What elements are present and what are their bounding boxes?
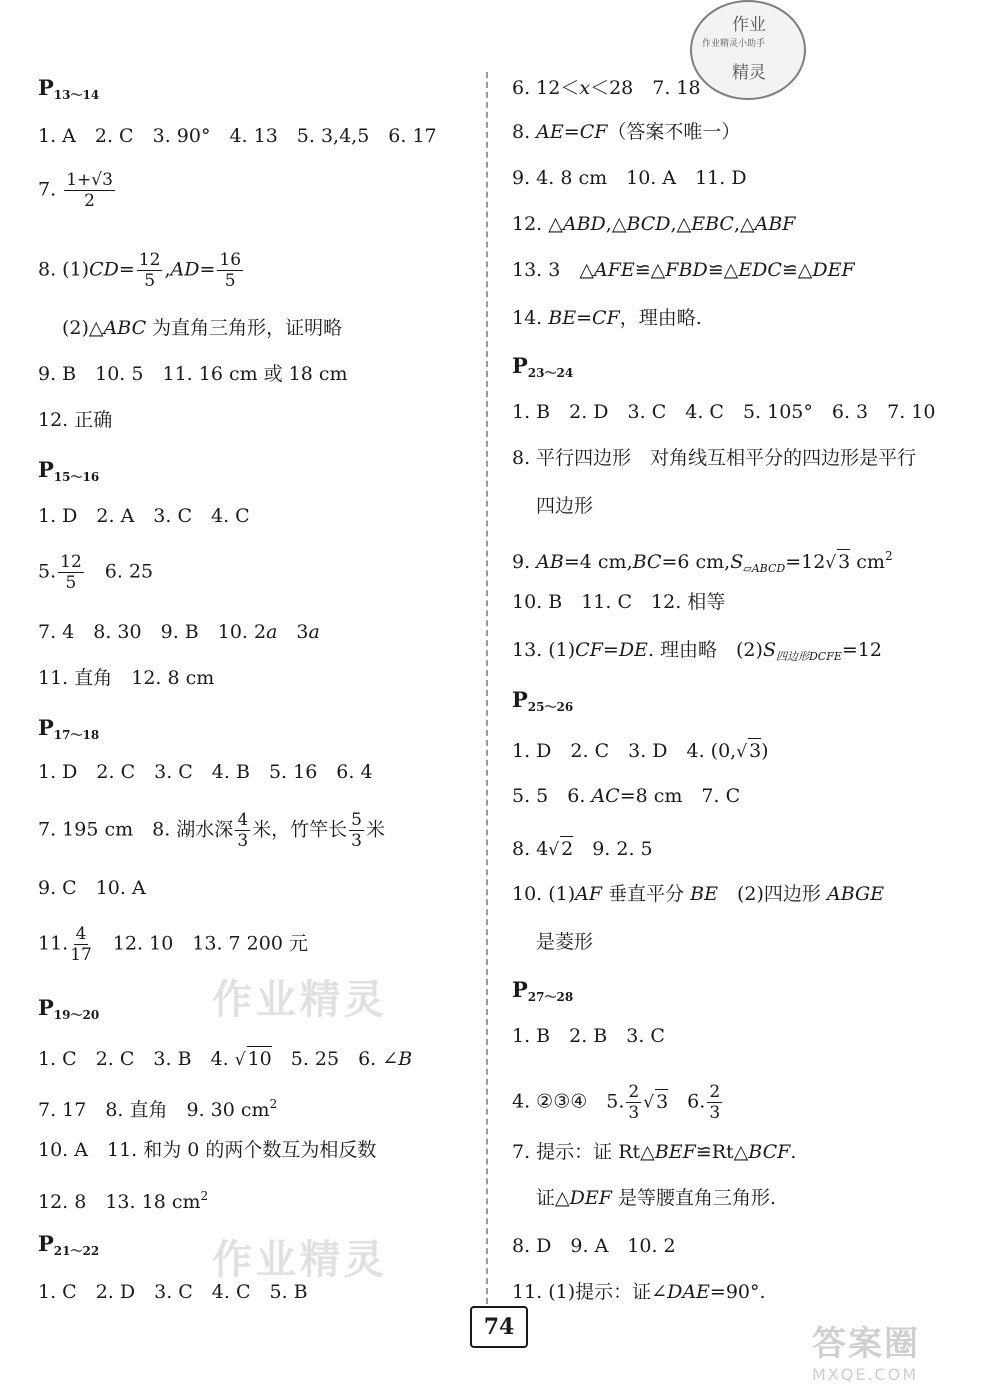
answer-line: 四边形	[536, 495, 594, 517]
answer-line: 11. 直角 12. 8 cm	[38, 667, 215, 689]
section-heading: $P_{13\sim 14}$	[38, 75, 100, 102]
section-heading: $P_{21\sim 22}$	[38, 1231, 100, 1258]
section-heading: $P_{15\sim 16}$	[38, 457, 100, 484]
answer-line: 14. BE=CF，理由略.	[512, 307, 702, 329]
fraction: $\frac{1+√3}{2}$	[66, 170, 113, 211]
answer-line: 9. B 10. 5 11. 16 cm 或 18 cm	[38, 363, 348, 385]
section-heading: $P_{17\sim 18}$	[38, 715, 100, 742]
answer-line: 7. 17 8. 直角 9. 30 $cm^2$	[38, 1097, 278, 1121]
watermark: 作业精灵	[212, 1236, 388, 1283]
stamp-text-middle: 作业精灵小助手	[702, 39, 766, 49]
answer-line: 8. D 9. A 10. 2	[512, 1235, 676, 1257]
watermark: 作业精灵	[212, 976, 388, 1023]
answer-line: 是菱形	[536, 931, 594, 953]
answer-line: 9. C 10. A	[38, 877, 146, 899]
answer-line: 13. 3 △AFE≌△FBD≌△EDC≌△DEF	[512, 259, 855, 281]
answer-line: 1. C 2. C 3. B 4. √ 10 5. 25 6. ∠B	[38, 1048, 413, 1070]
answer-line: 8. 平行四边形 对角线互相平分的四边形是平行	[512, 447, 917, 469]
answer-line: 5. $\frac{12}{5}$ 6. 25	[38, 552, 154, 593]
answer-line: 1. B 2. B 3. C	[512, 1025, 665, 1047]
answer-line: 10. B 11. C 12. 相等	[512, 591, 726, 613]
section-heading: $P_{25\sim 26}$	[512, 687, 574, 714]
section-heading: $P_{19\sim 20}$	[38, 995, 100, 1022]
answer-line: 5. 5 6. AC=8 cm 7. C	[512, 785, 741, 807]
answer-line: 1. D 2. C 3. C 4. B 5. 16 6. 4	[38, 761, 373, 783]
answer-line: 4. ②③④ 5. $\frac{2}{3}$ √ 3 6. $\frac{2}{3}$	[512, 1082, 721, 1123]
section-heading: $P_{27\sim 28}$	[512, 977, 574, 1004]
answer-line: 9. 4. 8 cm 10. A 11. D	[512, 167, 747, 189]
answer-line: 7. 4 8. 30 9. B 10. 2a 3a	[38, 621, 320, 643]
logo-domain: MXQE.COM	[812, 1365, 919, 1384]
answer-line: (2)△ABC 为直角三角形，证明略	[62, 317, 343, 339]
answer-line: 7. $\frac{1+√3}{2}$	[38, 170, 113, 211]
answer-line: 1. B 2. D 3. C 4. C 5. 105° 6. 3 7. 10	[512, 401, 936, 423]
answer-line: 1. A 2. C 3. 90° 4. 13 5. 3,4,5 6. 17	[38, 125, 437, 147]
answer-line: 8. 4√ 2 9. 2. 5	[512, 838, 653, 860]
stamp-text-top: 作业	[732, 15, 766, 35]
site-logo	[812, 1316, 972, 1388]
answer-line: 6. 12＜x＜28 7. 18	[512, 77, 701, 99]
answer-line: 7. 195 cm 8. 湖水深 $\frac{4}{3}$ 米，竹竿长 $\frac{5}{3}$ 米	[38, 810, 385, 851]
stamp-text-bottom: 精灵	[732, 63, 766, 83]
answer-line: 11. (1)提示：证∠DAE=90°.	[512, 1281, 766, 1303]
answer-line: 证△DEF 是等腰直角三角形.	[536, 1187, 777, 1209]
stamp-seal	[690, 0, 806, 100]
answer-line: 8. (1)CD= $\frac{12}{5}$ ,AD= $\frac{16}{5}$	[38, 250, 242, 291]
answer-line: 11. $\frac{4}{17}$ 12. 10 13. 7 200 元	[38, 924, 308, 965]
section-heading: $P_{23\sim 24}$	[512, 353, 574, 380]
answer-line: 9. AB=4 cm,BC=6 $cm,S_{▱ABCD}=12√$ 3 $cm^2$	[512, 549, 893, 575]
page-number: 74	[470, 1306, 528, 1348]
answer-line: 1. D 2. A 3. C 4. C	[38, 505, 250, 527]
answer-line: 1. D 2. C 3. D 4. (0,√ 3)	[512, 740, 769, 762]
answer-line: 13. (1)CF=DE. 理由略 $(2)S_{四边形DCFE}=12$	[512, 639, 882, 663]
answer-line: 8. AE=CF（答案不唯一）	[512, 121, 741, 143]
answer-line: 12. △ABD,△BCD,△EBC,△ABF	[512, 213, 796, 235]
column-divider	[486, 72, 488, 1304]
answer-line: 12. 正确	[38, 409, 113, 431]
logo-title: 答案圈	[812, 1324, 920, 1364]
answer-line: 12. 8 13. 18 $cm^2$	[38, 1189, 209, 1213]
answer-line: 1. C 2. D 3. C 4. C 5. B	[38, 1281, 308, 1303]
answer-line: 7. 提示：证 Rt△BEF≌Rt△BCF.	[512, 1141, 797, 1163]
answer-line: 10. A 11. 和为 0 的两个数互为相反数	[38, 1139, 377, 1161]
answer-line: 10. (1)AF 垂直平分 BE (2)四边形 ABGE	[512, 883, 885, 905]
